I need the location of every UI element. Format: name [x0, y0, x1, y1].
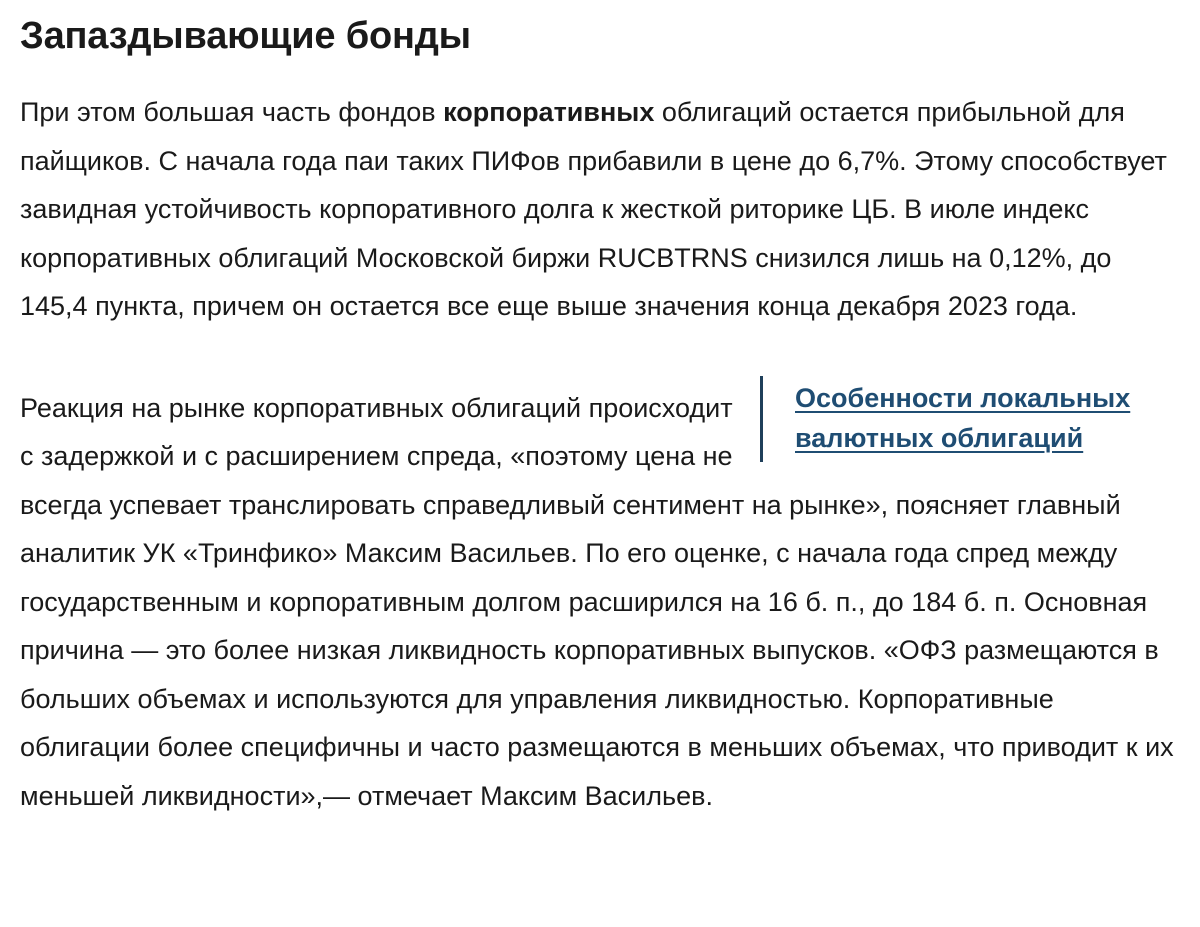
related-article-link[interactable]: Особенности локальных валютных облигаций	[795, 382, 1131, 453]
paragraph-1-text-end: облигаций остается прибыльной для пайщиков. С начала года паи таких ПИФов прибавили в цене до 6,7%. Этому способствует завидная устойчивость корпоративного долга к жесткой риторике ЦБ. В июле индекс корпоративных облигаций Московской биржи RUCBTRNS снизился лишь на 0,12%, до 145,4 пункта, причем он остается все еще выше значения конца декабря 2023 года.	[20, 97, 1167, 321]
paragraph-1-text-start: При этом большая часть фондов	[20, 97, 444, 127]
paragraph-2-text: Реакция на рынке корпоративных облигаций происходит с задержкой и с расширением спреда, «поэтому цена не всегда успевает транслировать справедливый сентимент на рынке», поясняет главный аналитик УК «Тринфико» Максим Васильев. По его оценке, с начала года спред между государственным и корпоративным долгом расширился на 16 б. п., до 184 б. п. Основная причина — это более низкая ликвидность корпоративных выпусков. «ОФЗ размещаются в больших объемах и используются для управления ликвидностью. Корпоративные облигации более специфичны и часто размещаются в меньших объемах, что приводит к их меньшей ликвидности»,— отмечает Максим Васильев.	[20, 392, 1174, 811]
paragraph-2	[20, 384, 1180, 821]
section-title: Запаздывающие бонды	[20, 15, 471, 57]
article-body	[20, 0, 1180, 836]
related-article-aside	[760, 376, 1180, 462]
paragraph-1-bold-word: корпоративных	[443, 97, 655, 127]
paragraph-1	[20, 88, 1180, 331]
